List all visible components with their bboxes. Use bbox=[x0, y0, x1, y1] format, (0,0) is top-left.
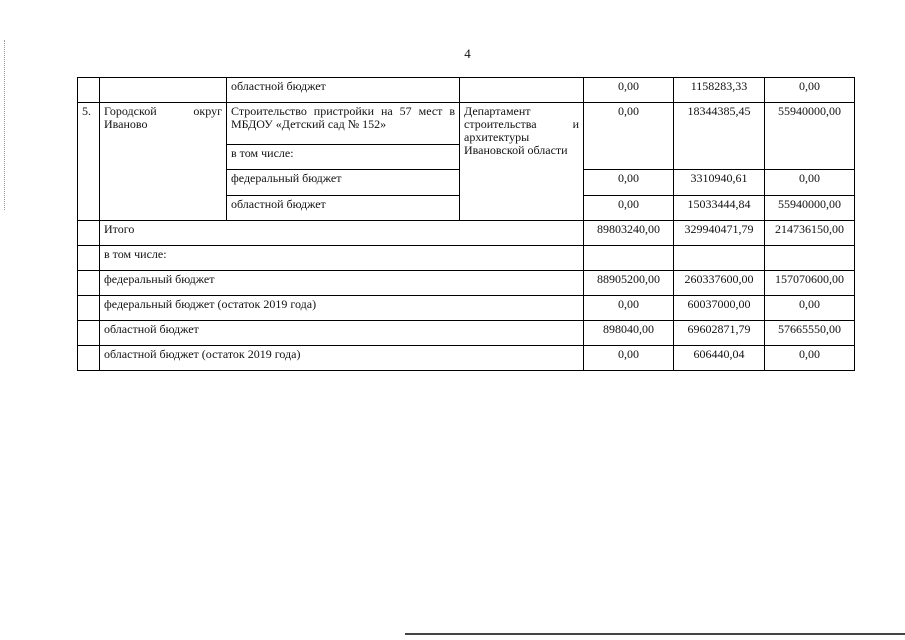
value-2019-cell: 0,00 bbox=[584, 78, 674, 103]
value-2021-cell: 214736150,00 bbox=[765, 221, 855, 246]
budget-label-cell: областной бюджет bbox=[227, 78, 460, 103]
page-number: 4 bbox=[464, 46, 471, 61]
budget-table bbox=[77, 77, 855, 371]
project-cell: Строительство пристройки на 57 мест в МБДОУ «Детский сад № 152» bbox=[227, 103, 460, 145]
value-2021-cell: 0,00 bbox=[765, 78, 855, 103]
table-row bbox=[78, 246, 855, 271]
value-2019-cell: 0,00 bbox=[584, 346, 674, 371]
table-row-total bbox=[78, 221, 855, 246]
scan-edge-marks bbox=[4, 40, 7, 210]
budget-label-cell: федеральный бюджет bbox=[227, 170, 460, 196]
value-2019-cell: 0,00 bbox=[584, 103, 674, 170]
table-row bbox=[78, 271, 855, 296]
including-label-cell: в том числе: bbox=[100, 246, 584, 271]
value-2020-cell: 606440,04 bbox=[674, 346, 765, 371]
table-row-item-5 bbox=[78, 103, 855, 145]
value-2019-cell: 88905200,00 bbox=[584, 271, 674, 296]
value-2021-cell: 0,00 bbox=[765, 296, 855, 321]
department-cell: Департамент строительства и архитектуры Ивановской области bbox=[460, 103, 584, 221]
value-2019-cell: 0,00 bbox=[584, 170, 674, 196]
value-2020-cell: 18344385,45 bbox=[674, 103, 765, 170]
budget-label-cell: федеральный бюджет bbox=[100, 271, 584, 296]
value-2020-cell: 69602871,79 bbox=[674, 321, 765, 346]
district-cell: Городской округ Иваново bbox=[100, 103, 227, 221]
value-2019-cell: 0,00 bbox=[584, 296, 674, 321]
budget-label-cell: областной бюджет (остаток 2019 года) bbox=[100, 346, 584, 371]
value-2021-cell: 157070600,00 bbox=[765, 271, 855, 296]
no-cell bbox=[78, 78, 100, 103]
table-row bbox=[78, 321, 855, 346]
value-2021-cell: 55940000,00 bbox=[765, 103, 855, 170]
value-2020-cell: 15033444,84 bbox=[674, 196, 765, 221]
budget-label-cell: федеральный бюджет (остаток 2019 года) bbox=[100, 296, 584, 321]
value-2021-cell: 0,00 bbox=[765, 170, 855, 196]
value-2021-cell: 0,00 bbox=[765, 346, 855, 371]
budget-label-cell: областной бюджет bbox=[100, 321, 584, 346]
including-label-cell: в том числе: bbox=[227, 145, 460, 170]
table-row bbox=[78, 296, 855, 321]
value-2020-cell: 60037000,00 bbox=[674, 296, 765, 321]
value-2019-cell: 898040,00 bbox=[584, 321, 674, 346]
total-label-cell: Итого bbox=[100, 221, 584, 246]
value-2020-cell: 329940471,79 bbox=[674, 221, 765, 246]
item-number-cell: 5. bbox=[78, 103, 100, 221]
value-2020-cell: 260337600,00 bbox=[674, 271, 765, 296]
department-cell bbox=[460, 78, 584, 103]
page-bottom-rule bbox=[405, 633, 905, 635]
value-2020-cell: 1158283,33 bbox=[674, 78, 765, 103]
value-2021-cell: 55940000,00 bbox=[765, 196, 855, 221]
value-2019-cell: 0,00 bbox=[584, 196, 674, 221]
table-row bbox=[78, 78, 855, 103]
value-2021-cell: 57665550,00 bbox=[765, 321, 855, 346]
district-cell bbox=[100, 78, 227, 103]
budget-label-cell: областной бюджет bbox=[227, 196, 460, 221]
value-2020-cell: 3310940,61 bbox=[674, 170, 765, 196]
value-2019-cell: 89803240,00 bbox=[584, 221, 674, 246]
table-row bbox=[78, 346, 855, 371]
